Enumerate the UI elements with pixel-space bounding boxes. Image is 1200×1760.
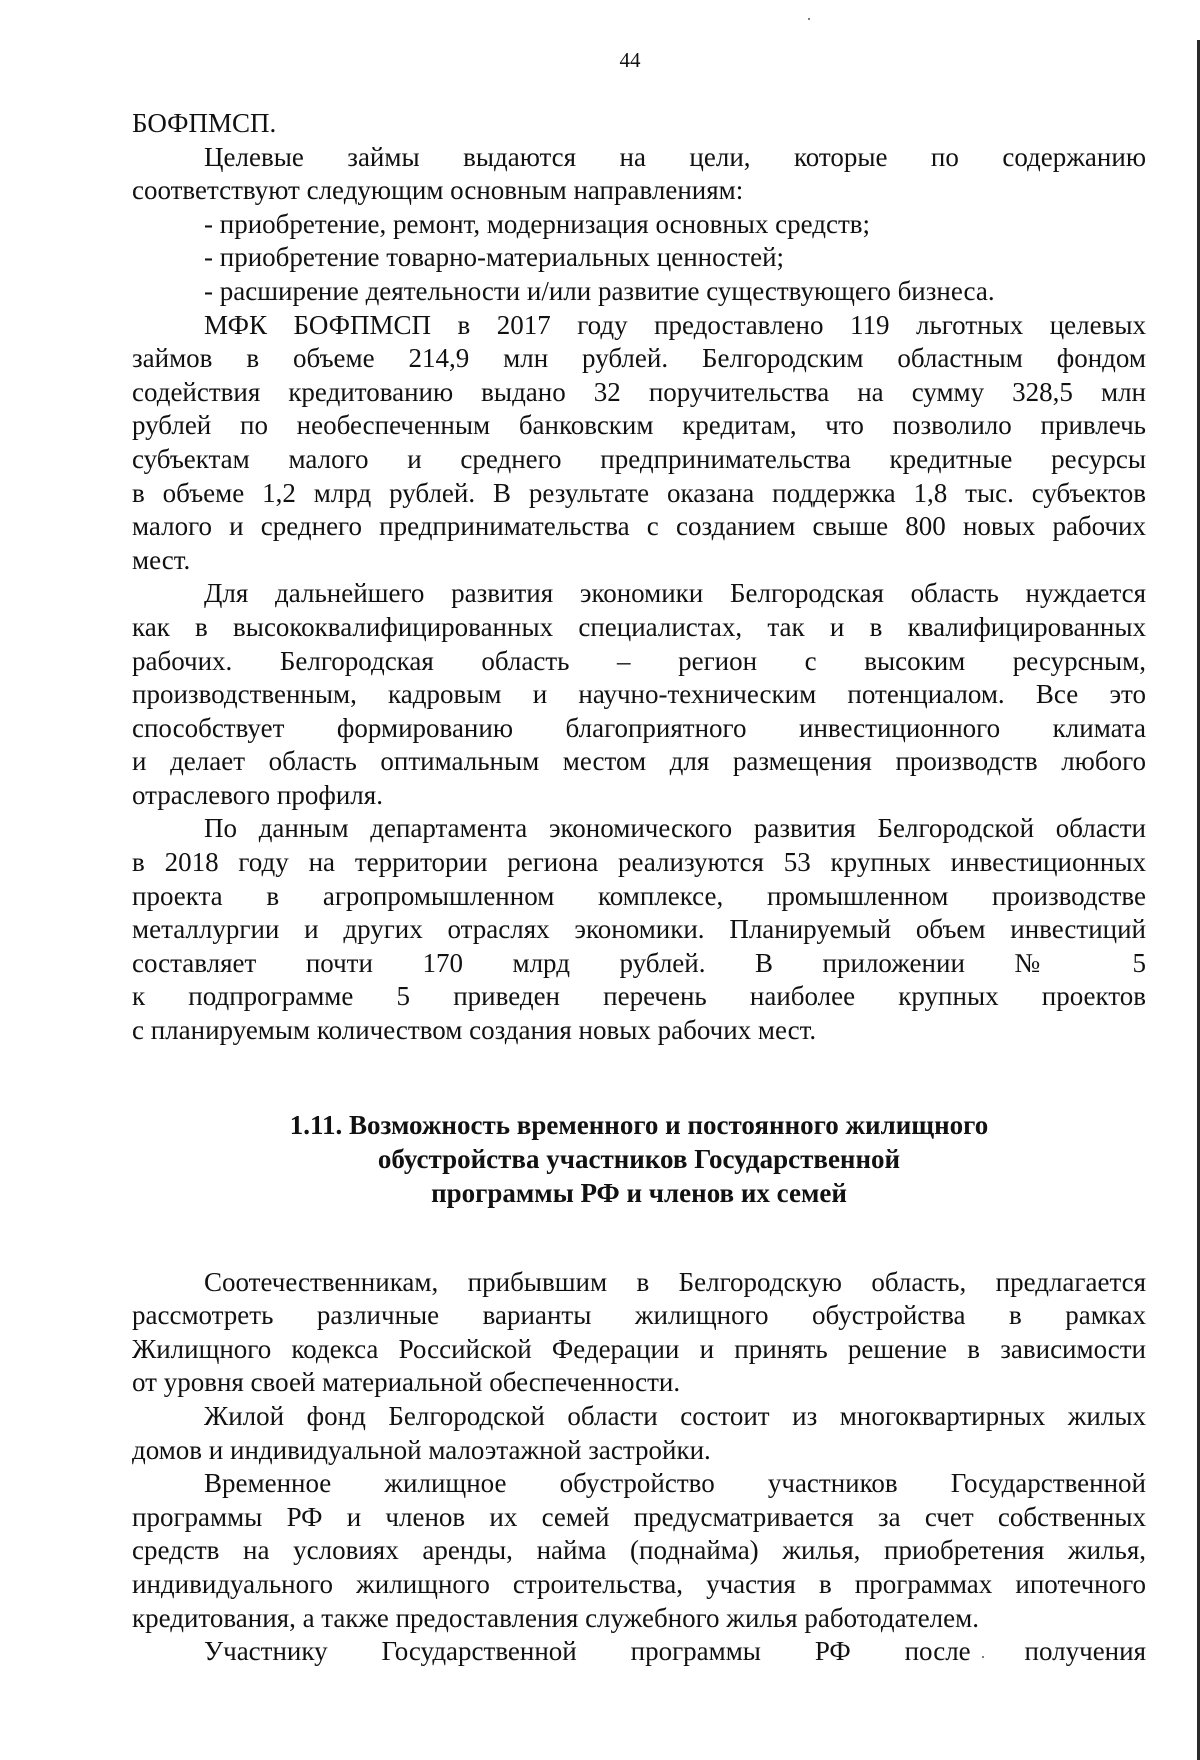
paragraph [132,1266,1146,1400]
text-line: Соотечественникам, прибывшим в Белгородскую область, предлагается [204,1266,1146,1297]
text-line: займов в объеме 214,9 млн рублей. Белгородским областным фондом [132,343,1146,374]
page-number: 44 [619,48,641,72]
paragraph [132,1635,1146,1669]
text-line: металлургии и других отраслях экономики. Планируемый объем инвестиций [132,914,1146,945]
paragraph [132,141,1146,208]
text-line: По данным департамента экономического развития Белгородской области [204,813,1146,844]
text-line: малого и среднего предпринимательства с созданием свыше 800 новых рабочих [132,511,1146,542]
paragraph [132,309,1146,578]
text-line: кредитования, а также предоставления служебного жилья работодателем. [132,1602,979,1633]
text-line: соответствуют следующим основным направлениям: [132,175,744,206]
bullet-list [132,208,1146,309]
text-line: отраслевого профиля. [132,779,383,810]
heading-line: обустройства участников Государственной [377,1143,901,1174]
text-line: производственным, кадровым и научно-техническим потенциалом. Все это [132,679,1146,710]
text-line: Жилищного кодекса Российской Федерации и принять решение в зависимости [132,1333,1146,1364]
text-line: Целевые займы выдаются на цели, которые по содержанию [204,141,1146,172]
document-body [132,107,1146,1669]
text-line: к подпрограмме 5 приведен перечень наиболее крупных проектов [132,981,1146,1012]
text-line: рублей по необеспеченным банковским кредитам, что позволило привлечь [132,410,1146,441]
text-line: БОФПМСП. [132,108,277,138]
text-line: субъектам малого и среднего предпринимательства кредитные ресурсы [132,443,1146,474]
list-item: - приобретение товарно-материальных ценностей; [204,242,785,273]
text-line: индивидуального жилищного строительства, участия в программах ипотечного [132,1568,1146,1599]
paragraph [132,577,1146,812]
text-line: составляет почти 170 млрд рублей. В приложении № 5 [132,947,1146,978]
text-line: рабочих. Белгородская область – регион с высоким ресурсным, [132,645,1146,676]
text-line: как в высококвалифицированных специалистах, так и в квалифицированных [132,611,1146,642]
text-line: с планируемым количеством создания новых рабочих мест. [132,1015,817,1046]
text-line: содействия кредитованию выдано 32 поручительства на сумму 328,5 млн [132,376,1146,407]
paragraph [132,1400,1146,1467]
heading-line: 1.11. Возможность временного и постоянного жилищного [289,1109,989,1140]
text-line: Временное жилищное обустройство участников Государственной [204,1468,1146,1499]
text-line: проекта в агропромышленном комплексе, промышленном производстве [132,880,1146,911]
text-line: рассмотреть различные варианты жилищного обустройства в рамках [132,1300,1146,1331]
heading-line: программы РФ и членов их семей [431,1177,847,1208]
text-line: МФК БОФПМСП в 2017 году предоставлено 119 льготных целевых [204,309,1146,340]
paragraph [132,1467,1146,1635]
text-line: способствует формированию благоприятного инвестиционного климата [132,712,1146,743]
text-line: и делает область оптимальным местом для размещения производств любого [132,746,1146,777]
text-line: от уровня своей материальной обеспеченности. [132,1367,681,1398]
paragraph [132,107,1146,141]
list-item: - приобретение, ремонт, модернизация основных средств; [204,208,871,239]
text-line: программы РФ и членов их семей предусматривается за счет собственных [132,1501,1146,1532]
section-heading [132,1108,1146,1210]
text-line: Участнику Государственной программы РФ после получения [204,1636,1146,1667]
text-line: Жилой фонд Белгородской области состоит из многоквартирных жилых [204,1401,1146,1431]
text-line: в 2018 году на территории региона реализуются 53 крупных инвестиционных [132,847,1146,878]
text-line: Для дальнейшего развития экономики Белгородская область нуждается [204,578,1146,609]
text-line: в объеме 1,2 млрд рублей. В результате оказана поддержка 1,8 тыс. субъектов [132,477,1146,508]
paragraph [132,812,1146,1047]
text-line: мест. [132,544,191,575]
scan-speck [808,18,810,20]
list-item: - расширение деятельности и/или развитие существующего бизнеса. [204,275,995,306]
text-line: средств на условиях аренды, найма (поднайма) жилья, приобретения жилья, [132,1535,1146,1566]
text-line: домов и индивидуальной малоэтажной застройки. [132,1434,711,1465]
